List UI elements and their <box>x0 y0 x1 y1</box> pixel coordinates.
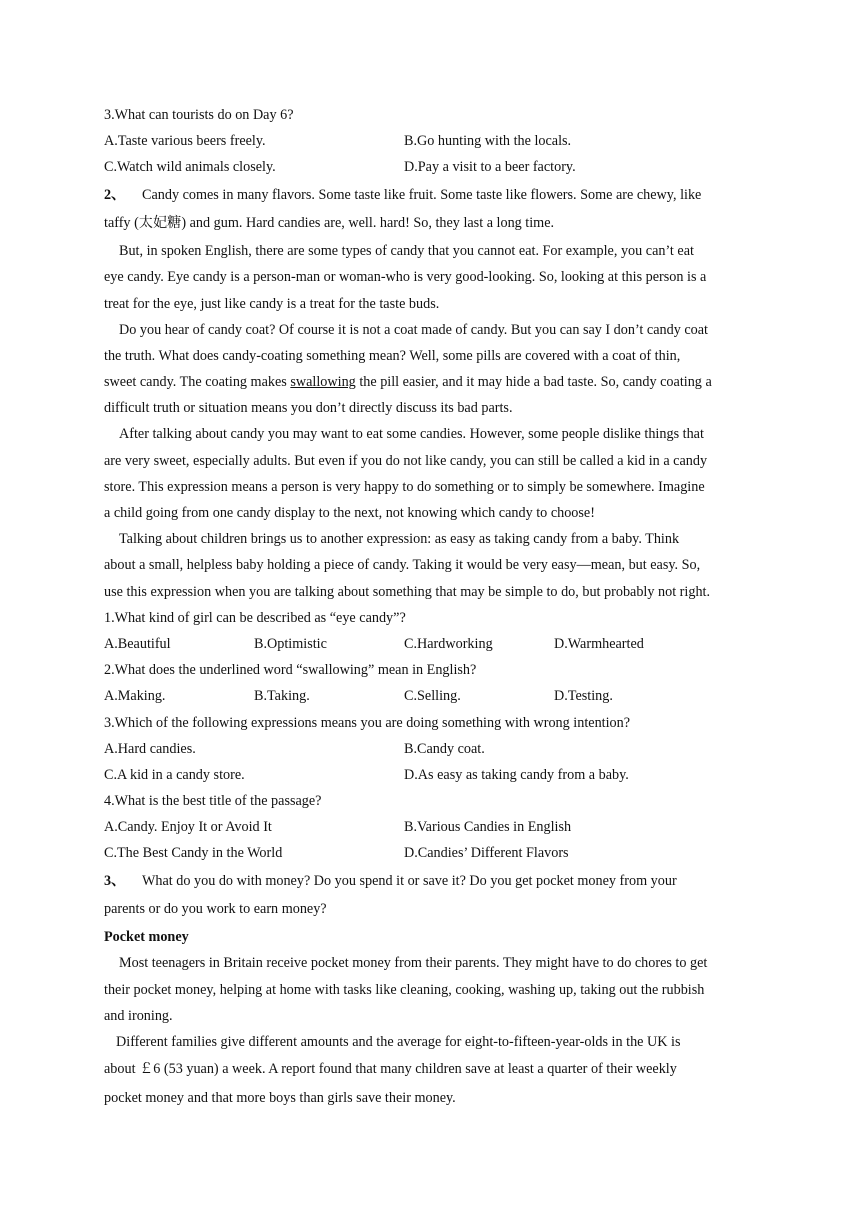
document-page <box>104 102 760 1113</box>
option-d: D.Testing. <box>554 688 613 705</box>
passage-line: Talking about children brings us to another expression: as easy as taking candy from a baby. Think <box>119 531 680 548</box>
passage-line: and ironing. <box>104 1007 173 1024</box>
underlined-word: swallowing <box>290 374 356 391</box>
options-row <box>104 154 760 180</box>
option-a: A.Making. <box>104 688 166 705</box>
option-c: C.Hardworking <box>404 635 493 652</box>
option-a: A.Candy. Enjoy It or Avoid It <box>104 819 272 836</box>
option-b: B.Taking. <box>254 688 310 705</box>
passage-line: difficult truth or situation means you don’t directly discuss its bad parts. <box>104 400 513 417</box>
passage-line: But, in spoken English, there are some types of candy that you cannot eat. For example, you can’t eat <box>119 243 694 260</box>
option-c: C.The Best Candy in the World <box>104 845 283 862</box>
passage-line: their pocket money, helping at home with tasks like cleaning, cooking, washing up, taking out the rubbish <box>104 981 705 998</box>
section-number: 3、 <box>104 872 126 889</box>
option-d: D.Pay a visit to a beer factory. <box>404 159 576 176</box>
question-text: 3.What can tourists do on Day 6? <box>104 107 294 123</box>
passage-line: about a small, helpless baby holding a piece of candy. Taking it would be very easy—mean, but easy. So, <box>104 557 701 574</box>
passage-line: store. This expression means a person is very happy to do something or to simply be somewhere. Imagine <box>104 478 705 495</box>
options-row <box>104 128 760 154</box>
option-b: B.Optimistic <box>254 635 327 652</box>
option-d: D.Warmhearted <box>554 635 644 652</box>
passage-line: the truth. What does candy-coating something mean? Well, some pills are covered with a coat of thin, <box>104 347 681 364</box>
options-row <box>104 736 760 762</box>
intro-text: Candy comes in many flavors. Some taste like fruit. Some taste like flowers. Some are chewy, like <box>142 186 702 203</box>
options-row <box>104 840 760 866</box>
option-d: D.Candies’ Different Flavors <box>404 845 569 862</box>
passage-intro-line <box>104 181 760 210</box>
passage-line: taffy (太妃糖) and gum. Hard candies are, well. hard! So, they last a long time. <box>104 215 555 232</box>
option-a: A.Beautiful <box>104 635 171 652</box>
passage-line: Do you hear of candy coat? Of course it is not a coat made of candy. But you can say I don’t candy coat <box>119 321 708 338</box>
options-row <box>104 814 760 840</box>
option-a: A.Taste various beers freely. <box>104 133 266 150</box>
options-row <box>104 762 760 788</box>
passage-line <box>104 369 760 395</box>
passage-line: are very sweet, especially adults. But even if you do not like candy, you can still be called a kid in a candy <box>104 452 708 469</box>
question-text: 4.What is the best title of the passage? <box>104 793 322 810</box>
option-b: B.Various Candies in English <box>404 819 572 836</box>
option-a: A.Hard candies. <box>104 740 196 757</box>
option-d: D.As easy as taking candy from a baby. <box>404 766 629 783</box>
option-b: B.Candy coat. <box>404 740 485 757</box>
text-run: sweet candy. The coating makes <box>104 374 291 391</box>
passage-line: eye candy. Eye candy is a person-man or woman-who is very good-looking. So, looking at this person is a <box>104 269 707 286</box>
passage-line: treat for the eye, just like candy is a treat for the taste buds. <box>104 295 440 312</box>
passage-heading: Pocket money <box>104 929 189 946</box>
question-text: 1.What kind of girl can be described as “eye candy”? <box>104 609 406 626</box>
option-c: C.Watch wild animals closely. <box>104 159 276 176</box>
passage-line: a child going from one candy display to the next, not knowing which candy to choose! <box>104 505 595 522</box>
passage-line: parents or do you work to earn money? <box>104 901 327 918</box>
passage-line: pocket money and that more boys than girls save their money. <box>104 1089 456 1106</box>
options-row <box>104 631 760 657</box>
question-text: 3.Which of the following expressions means you are doing something with wrong intention? <box>104 714 631 731</box>
passage-line: Most teenagers in Britain receive pocket money from their parents. They might have to do chores to get <box>119 955 708 972</box>
option-b: B.Go hunting with the locals. <box>404 133 572 150</box>
passage-line: Different families give different amounts and the average for eight-to-fifteen-year-olds in the UK is <box>116 1034 681 1050</box>
passage-intro-line <box>104 867 760 896</box>
passage-line: After talking about candy you may want to eat some candies. However, some people dislike things that <box>119 426 704 443</box>
question-text: 2.What does the underlined word “swallowing” mean in English? <box>104 662 477 679</box>
option-c: C.A kid in a candy store. <box>104 766 245 783</box>
passage-line: about ￡6 (53 yuan) a week. A report found that many children save at least a quarter of their weekly <box>104 1061 677 1078</box>
options-row <box>104 683 760 709</box>
passage-line: use this expression when you are talking about something that may be simple to do, but probably not right. <box>104 583 711 600</box>
intro-text: What do you do with money? Do you spend it or save it? Do you get pocket money from your <box>142 872 677 889</box>
option-c: C.Selling. <box>404 688 461 705</box>
text-run: the pill easier, and it may hide a bad taste. So, candy coating a <box>355 374 712 391</box>
section-number: 2、 <box>104 186 126 203</box>
